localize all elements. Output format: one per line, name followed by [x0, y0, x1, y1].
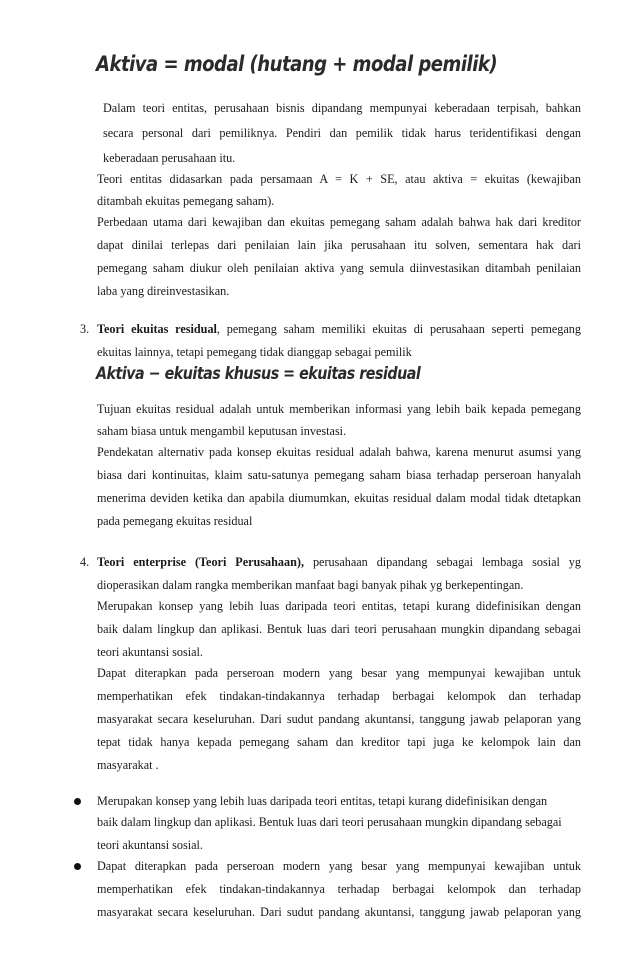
text-line: tepat tidak hanya kepada pemegang saham dan kreditor tapi juga ke kelompok lain dan: [97, 735, 581, 749]
bullet-icon: [74, 863, 81, 870]
text-line: secara personal dari pemiliknya. Pendiri dan pemilik tidak harus teridentifikasi dengan: [103, 126, 581, 140]
list-item-heading: [97, 555, 581, 569]
text-line: pemegang saham diukur oleh penilaian aktiva yang semula diinvestasikan ditambah penilaian: [97, 261, 581, 275]
text-line: baik dalam lingkup dan aplikasi. Bentuk luas dari teori perusahaan mungkin dipandang sebagai: [97, 622, 581, 636]
item-title: Teori ekuitas residual: [97, 322, 217, 336]
text-line: Tujuan ekuitas residual adalah untuk memberikan informasi yang lebih baik kepada pemegang: [97, 402, 581, 416]
text-line: saham biasa untuk mengambil keputusan investasi.: [97, 424, 347, 438]
text-line: memperhatikan efek tindakan-tindakannya terhadap berbagai kelompok dan terhadap: [97, 882, 581, 896]
text-line: biasa dari kontinuitas, klaim satu-satunya pemegang saham biasa terhadap perseroan hanyalah: [97, 468, 581, 482]
text-line: dapat dinilai terlepas dari penilaian lain jika perusahaan itu solven, sementara hak dari: [97, 238, 581, 252]
item-title: Teori enterprise (Teori Perusahaan),: [97, 555, 305, 569]
text-line: laba yang direinvestasikan.: [97, 284, 230, 298]
list-item-heading: [97, 322, 581, 336]
item-text: perusahaan dipandang sebagai lembaga sosial yg: [304, 555, 581, 569]
text-line: pada pemegang ekuitas residual: [97, 514, 253, 528]
text-line: Pendekatan alternativ pada konsep ekuitas residual adalah bahwa, karena menurut asumsi yang: [97, 445, 581, 459]
text-line: teori akuntansi sosial.: [97, 838, 203, 852]
text-line: Merupakan konsep yang lebih luas daripada teori entitas, tetapi kurang didefinisikan dengan: [97, 794, 548, 808]
text-line: Dapat diterapkan pada perseroan modern yang besar yang mempunyai kewajiban untuk: [97, 666, 581, 680]
text-line: Merupakan konsep yang lebih luas daripada teori entitas, tetapi kurang didefinisikan dengan: [97, 599, 581, 613]
text-line: Teori entitas didasarkan pada persamaan A = K + SE, atau aktiva = ekuitas (kewajiban: [97, 172, 581, 186]
text-line: ditambah ekuitas pemegang saham).: [97, 194, 275, 208]
text-line: Dapat diterapkan pada perseroan modern yang besar yang mempunyai kewajiban untuk: [97, 859, 581, 873]
text-line: baik dalam lingkup dan aplikasi. Bentuk luas dari teori perusahaan mungkin dipandang sebagai: [97, 815, 562, 829]
list-number: 3.: [80, 322, 90, 336]
text-line: memperhatikan efek tindakan-tindakannya terhadap berbagai kelompok dan terhadap: [97, 689, 581, 703]
text-line: masyarakat secara keseluruhan. Dari sudut pandang akuntansi, tanggung jawab pelaporan yang: [97, 712, 581, 726]
text-line: ekuitas lainnya, tetapi pemegang tidak dianggap sebagai pemilik: [97, 345, 412, 359]
text-line: masyarakat .: [97, 758, 159, 772]
formula-entity: Aktiva = modal (hutang + modal pemilik): [96, 52, 498, 76]
list-number: 4.: [80, 555, 90, 569]
formula-residual: Aktiva − ekuitas khusus = ekuitas residual: [96, 364, 421, 384]
text-line: Perbedaan utama dari kewajiban dan ekuitas pemegang saham adalah bahwa hak dari kreditor: [97, 215, 581, 229]
item-text: , pemegang saham memiliki ekuitas di perusahaan seperti pemegang: [216, 322, 581, 336]
text-line: teori akuntansi sosial.: [97, 645, 203, 659]
text-line: Dalam teori entitas, perusahaan bisnis dipandang mempunyai keberadaan terpisah, bahkan: [103, 101, 581, 115]
text-line: dioperasikan dalam rangka memberikan manfaat bagi banyak pihak yg berkepentingan.: [97, 578, 524, 592]
text-line: keberadaan perusahaan itu.: [103, 151, 236, 165]
text-line: masyarakat secara keseluruhan. Dari sudut pandang akuntansi, tanggung jawab pelaporan yang: [97, 905, 581, 919]
text-line: menerima deviden ketika dan apabila diumumkan, ekuitas residual dalam modal tidak dtetapkan: [97, 491, 581, 505]
bullet-icon: [74, 798, 81, 805]
